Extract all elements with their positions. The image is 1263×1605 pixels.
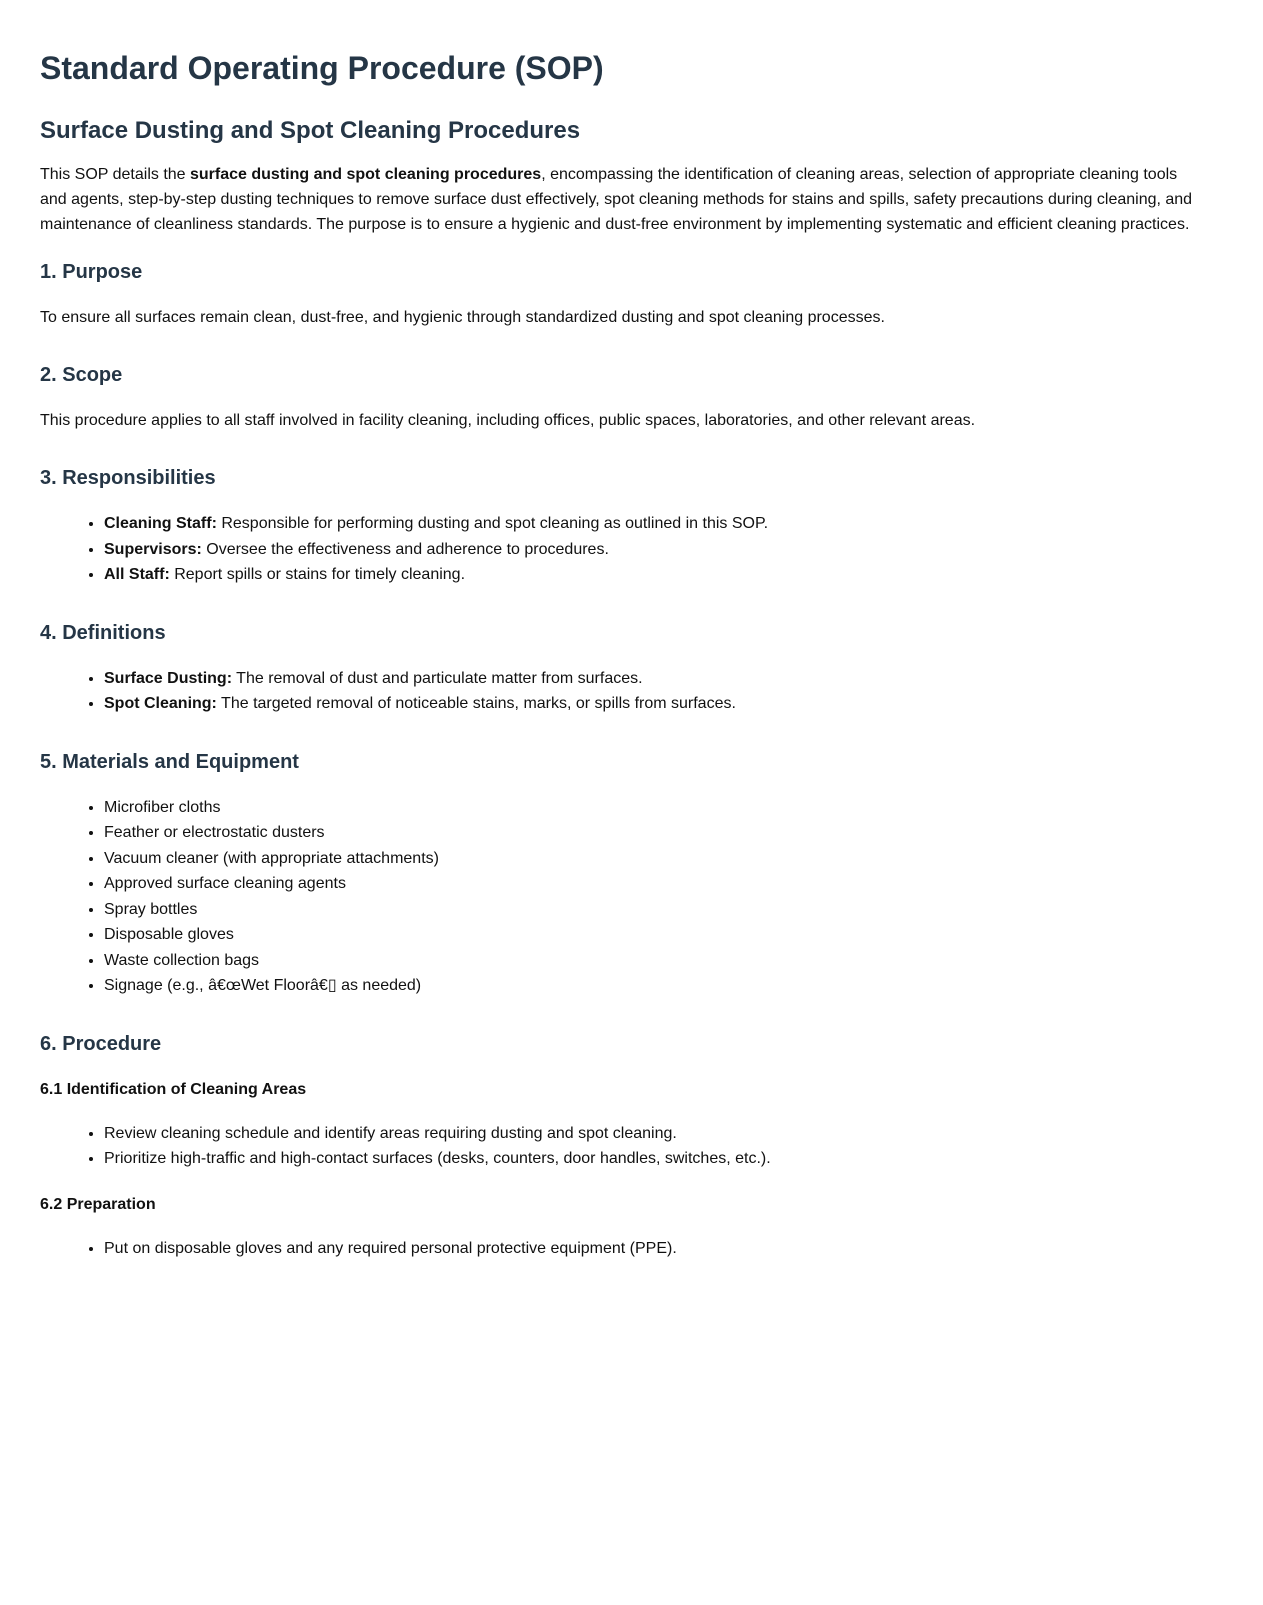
list-item: • Review cleaning schedule and identify areas requiring dusting and spot cleaning. [104, 1121, 1203, 1147]
list-item-desc: The removal of dust and particulate matter from surfaces. [232, 669, 643, 687]
page-title: Standard Operating Procedure (SOP) [40, 50, 604, 86]
subsection-heading-identification: 6.1 Identification of Cleaning Areas [40, 1080, 307, 1098]
list-item-desc: The targeted removal of noticeable stains, marks, or spills from surfaces. [216, 695, 736, 712]
list-item-desc: Report spills or stains for timely cleaning. [169, 566, 466, 583]
list-item: • Put on disposable gloves and any required personal protective equipment (PPE). [104, 1236, 1203, 1262]
list-item: • Feather or electrostatic dusters [104, 820, 1203, 846]
list-item: • Approved surface cleaning agents [104, 871, 1203, 897]
list-item [104, 691, 1203, 717]
list-item-term: All Staff: [104, 566, 170, 583]
section-heading-purpose: 1. Purpose [40, 261, 143, 283]
section-heading-scope: 2. Scope [40, 364, 123, 386]
list-item-term: Cleaning Staff: [104, 515, 217, 532]
list-item-desc: Responsible for performing dusting and spot cleaning as outlined in this SOP. [216, 515, 769, 532]
list-item: • Spray bottles [104, 897, 1203, 923]
intro-text-before: This SOP details the [40, 166, 190, 183]
list-item [104, 511, 1203, 537]
scope-text: This procedure applies to all staff involved in facility cleaning, including offices, public spaces, laboratories, and other relevant areas. [40, 412, 976, 429]
list-item-term: Supervisors: [104, 540, 202, 558]
list-item-desc: Oversee the effectiveness and adherence to procedures. [201, 540, 609, 558]
intro-text-after: , encompassing the identification of cleaning areas, selection of appropriate cleaning tools and agents, step-by-step dusting techniques to remove surface dust effectively, spot cleaning methods for stains and spills, safety precautions during cleaning, and maintenance of cleanliness standards. The purpose is to ensure a hygienic and dust-free environment by implementing systematic and efficient cleaning practices. [40, 166, 1193, 233]
list-item: • Disposable gloves [104, 922, 1203, 948]
document-subtitle: Surface Dusting and Spot Cleaning Procedures [40, 117, 581, 144]
intro-paragraph [40, 162, 1203, 237]
preparation-list [40, 1236, 1203, 1262]
list-item [104, 537, 1203, 563]
list-item: • Waste collection bags [104, 948, 1203, 974]
list-item: • Microfiber cloths [104, 795, 1203, 821]
subsection-heading-preparation: 6.2 Preparation [40, 1195, 156, 1213]
list-item-term: Spot Cleaning: [104, 695, 217, 712]
list-item [104, 666, 1203, 692]
list-item [104, 562, 1203, 588]
list-item: • Vacuum cleaner (with appropriate attachments) [104, 846, 1203, 872]
materials-list [40, 795, 1203, 999]
list-item: • Signage (e.g., â€œWet Floorâ€▯ as needed) [104, 973, 1203, 999]
section-heading-definitions: 4. Definitions [40, 621, 166, 644]
section-heading-materials: 5. Materials and Equipment [40, 750, 299, 773]
section-heading-responsibilities: 3. Responsibilities [40, 467, 216, 489]
identification-list [40, 1121, 1203, 1172]
purpose-text: To ensure all surfaces remain clean, dust-free, and hygienic through standardized dusting and spot cleaning processes. [40, 309, 885, 326]
section-heading-procedure: 6. Procedure [40, 1032, 162, 1055]
responsibilities-list [40, 511, 1203, 588]
intro-text-bold: surface dusting and spot cleaning procedures [190, 166, 542, 183]
definitions-list [40, 666, 1203, 717]
list-item: • Prioritize high-traffic and high-contact surfaces (desks, counters, door handles, switches, etc.). [104, 1146, 1203, 1172]
list-item-term: Surface Dusting: [104, 669, 233, 687]
